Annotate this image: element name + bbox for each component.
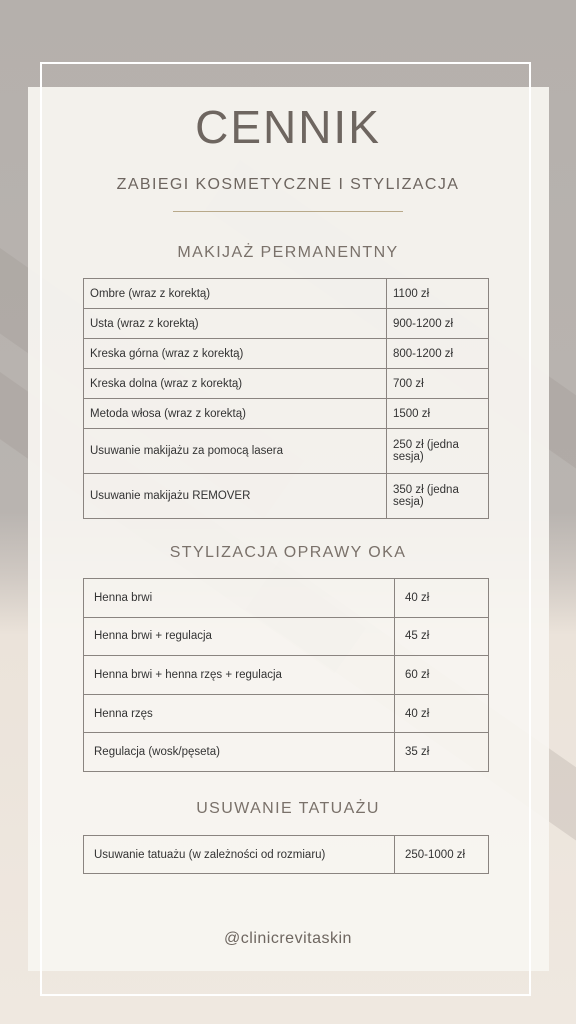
service-name: Usuwanie tatuażu (w zależności od rozmiaru) [84, 836, 395, 874]
table-row [84, 429, 489, 474]
divider-line [173, 211, 403, 212]
service-price: 45 zł [395, 617, 489, 656]
table-row [84, 656, 489, 695]
price-table-permanent-makeup [83, 278, 489, 519]
service-price: 350 zł (jedna sesja) [387, 474, 489, 519]
service-price: 35 zł [395, 733, 489, 772]
service-name: Kreska górna (wraz z korektą) [84, 339, 387, 369]
service-name: Kreska dolna (wraz z korektą) [84, 369, 387, 399]
page-subtitle: ZABIEGI KOSMETYCZNE I STYLIZACJA [116, 176, 460, 193]
service-name: Usuwanie makijażu za pomocą lasera [84, 429, 387, 474]
service-name: Ombre (wraz z korektą) [84, 279, 387, 309]
table-row [84, 369, 489, 399]
service-price: 40 zł [395, 579, 489, 618]
table-row [84, 339, 489, 369]
table-row [84, 399, 489, 429]
section-title-permanent-makeup: MAKIJAŻ PERMANENTNY [177, 244, 399, 261]
service-name: Usuwanie makijażu REMOVER [84, 474, 387, 519]
service-price: 250-1000 zł [395, 836, 489, 874]
service-price: 700 zł [387, 369, 489, 399]
table-row [84, 279, 489, 309]
price-table-tattoo-removal [83, 835, 489, 874]
section-title-tattoo-removal: USUWANIE TATUAŻU [196, 800, 380, 817]
service-name: Henna brwi + henna rzęs + regulacja [84, 656, 395, 695]
table-row [84, 309, 489, 339]
social-handle: @clinicrevitaskin [224, 930, 352, 947]
table-row [84, 579, 489, 618]
service-price: 60 zł [395, 656, 489, 695]
table-row [84, 474, 489, 519]
service-price: 250 zł (jedna sesja) [387, 429, 489, 474]
service-price: 1100 zł [387, 279, 489, 309]
section-title-eye-styling: STYLIZACJA OPRAWY OKA [169, 544, 407, 561]
service-name: Henna rzęs [84, 694, 395, 733]
table-row [84, 733, 489, 772]
service-name: Henna brwi [84, 579, 395, 618]
service-name: Usta (wraz z korektą) [84, 309, 387, 339]
page-title: CENNIK [195, 101, 381, 153]
service-price: 800-1200 zł [387, 339, 489, 369]
table-row [84, 694, 489, 733]
service-name: Henna brwi + regulacja [84, 617, 395, 656]
table-row [84, 836, 489, 874]
price-table-eye-styling [83, 578, 489, 772]
service-name: Metoda włosa (wraz z korektą) [84, 399, 387, 429]
service-name: Regulacja (wosk/pęseta) [84, 733, 395, 772]
service-price: 900-1200 zł [387, 309, 489, 339]
table-row [84, 617, 489, 656]
service-price: 1500 zł [387, 399, 489, 429]
service-price: 40 zł [395, 694, 489, 733]
